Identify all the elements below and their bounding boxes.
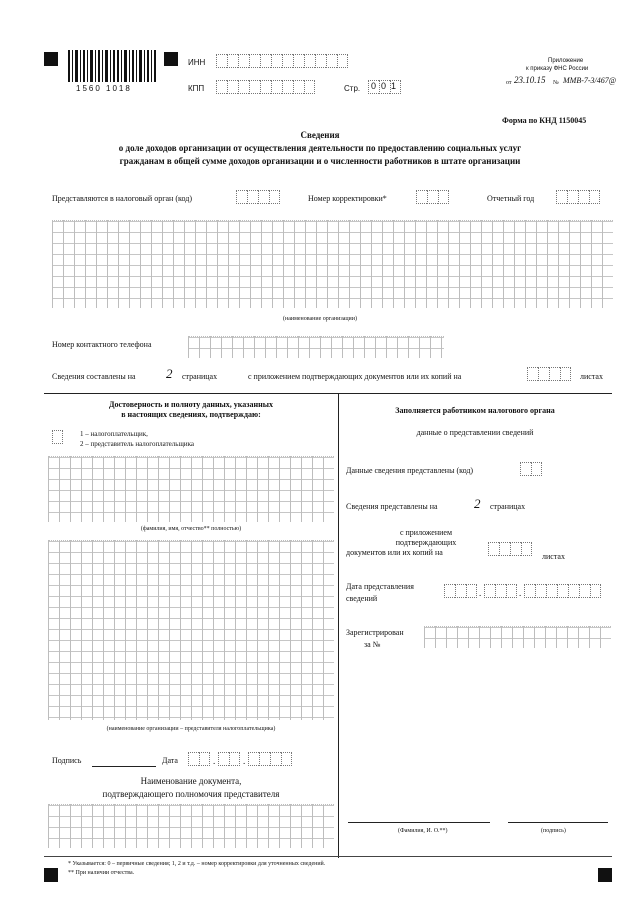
attach-line3: документов или их копий на [346,548,443,557]
rep-caption: (наименование организации – представителя налогоплательщика) [106,726,276,732]
representative-name-grid[interactable] [48,540,334,720]
footnote-1: * Указывается: 0 – первичные сведения; 1, 2 и т.д. – номер корректировки для уточненных сведений. [68,861,326,867]
right-pages-prefix: Сведения представлены на [346,502,438,511]
signer-fio-grid[interactable] [48,456,334,522]
submitted-dot-1: . [479,588,482,598]
option-representative: 2 – представитель налогоплательщика [80,440,194,448]
form-code: Форма по КНД 1150045 [502,116,587,125]
inn-field[interactable] [216,54,348,68]
sign-label: Подпись [52,756,82,765]
title-line1: Сведения [300,130,340,140]
report-year-label: Отчетный год [487,194,535,203]
date-label: Дата [162,756,178,765]
report-year-field[interactable] [556,190,600,204]
barcode-number: 1560 1018 [76,84,132,93]
right-sign-caption: (подпись) [541,828,566,834]
attachments-field[interactable] [527,367,571,381]
corner-marker-bottom-left [44,868,58,882]
registered-label2: за № [364,640,381,649]
annex-date-prefix: от [506,80,512,86]
phone-label: Номер контактного телефона [52,340,152,349]
title-line3: гражданам в общей сумме доходов организации и о численности работников в штате организации [119,156,521,166]
phone-field[interactable] [188,336,444,358]
right-fio-line[interactable] [348,822,490,823]
submitted-dot-2: . [519,588,522,598]
date-year-field[interactable] [248,752,292,766]
footnote-divider [44,856,612,857]
registration-number-grid[interactable] [424,626,611,648]
date-dot-1: . [213,756,216,766]
correction-number-field[interactable] [416,190,449,204]
page-number-value: 001 [371,81,402,91]
date-submitted-label1: Дата представления [346,582,414,591]
corner-marker-top-right [164,52,178,66]
org-name-caption: (наименование организации) [283,316,357,322]
annex-number: ММВ-7-3/467@ [563,76,617,85]
correction-number-label: Номер корректировки* [308,194,387,203]
right-heading: Заполняется работником налогового органа [395,406,555,415]
box-top-border [44,393,612,394]
corner-marker-top-left [44,52,58,66]
option-taxpayer: 1 – налогоплательщик, [80,430,148,438]
kpp-label: КПП [188,84,205,93]
attachments-suffix: листах [580,372,603,381]
submitted-month-field[interactable] [484,584,517,598]
right-attach-suffix: листах [542,552,565,561]
attach-line2: подтверждающих [395,538,457,547]
inn-label: ИНН [188,58,206,67]
submitted-code-label: Данные сведения представлены (код) [346,466,474,475]
corner-marker-bottom-right [598,868,612,882]
pages-suffix: страницах [182,372,218,381]
signature-line[interactable] [92,766,156,767]
pages-prefix: Сведения составлены на [52,372,136,381]
right-pages-suffix: страницах [490,502,526,511]
date-month-field[interactable] [218,752,240,766]
title-line2: о доле доходов организации от осуществления деятельности по предоставлению социальных услуг [118,143,522,153]
right-sign-line[interactable] [508,822,608,823]
pages-value: 2 [166,366,173,381]
doc-heading1: Наименование документа, [140,776,242,786]
attach-line1: с приложением [399,528,453,537]
date-dot-2: . [243,756,246,766]
doc-heading2: подтверждающего полномочия представителя [102,789,280,799]
authority-document-grid[interactable] [48,804,334,848]
right-subheading: данные о представлении сведений [416,428,534,437]
page-label: Стр. [344,84,361,93]
date-submitted-label2: сведений [346,594,378,603]
right-pages-value: 2 [474,496,481,511]
kpp-field[interactable] [216,80,315,94]
submitted-day-field[interactable] [444,584,477,598]
submitted-year-field[interactable] [524,584,601,598]
signer-type-field[interactable] [52,430,63,444]
organization-name-grid[interactable] [52,220,613,308]
left-heading1: Достоверность и полноту данных, указанных [109,400,273,409]
date-day-field[interactable] [188,752,210,766]
left-heading2: в настоящих сведениях, подтверждаю: [121,410,261,419]
column-divider [338,393,339,858]
annex-line1: Приложение [548,58,584,64]
tax-authority-field[interactable] [236,190,280,204]
annex-no-prefix: № [553,80,559,86]
tax-authority-label: Представляются в налоговый орган (код) [52,194,192,203]
right-fio-caption: (Фамилия, И. О.**) [398,828,448,834]
right-attachments-field[interactable] [488,542,532,556]
barcode [68,50,156,82]
fio-caption: (фамилия, имя, отчество** полностью) [140,526,242,532]
registered-label1: Зарегистрирован [346,628,404,637]
annex-date: 23.10.15 [514,75,546,85]
attachments-prefix: с приложением подтверждающих документов или их копий на [248,372,462,381]
submitted-code-field[interactable] [520,462,542,476]
annex-line2: к приказу ФНС России [526,66,589,72]
footnote-2: ** При наличии отчества. [68,870,135,876]
